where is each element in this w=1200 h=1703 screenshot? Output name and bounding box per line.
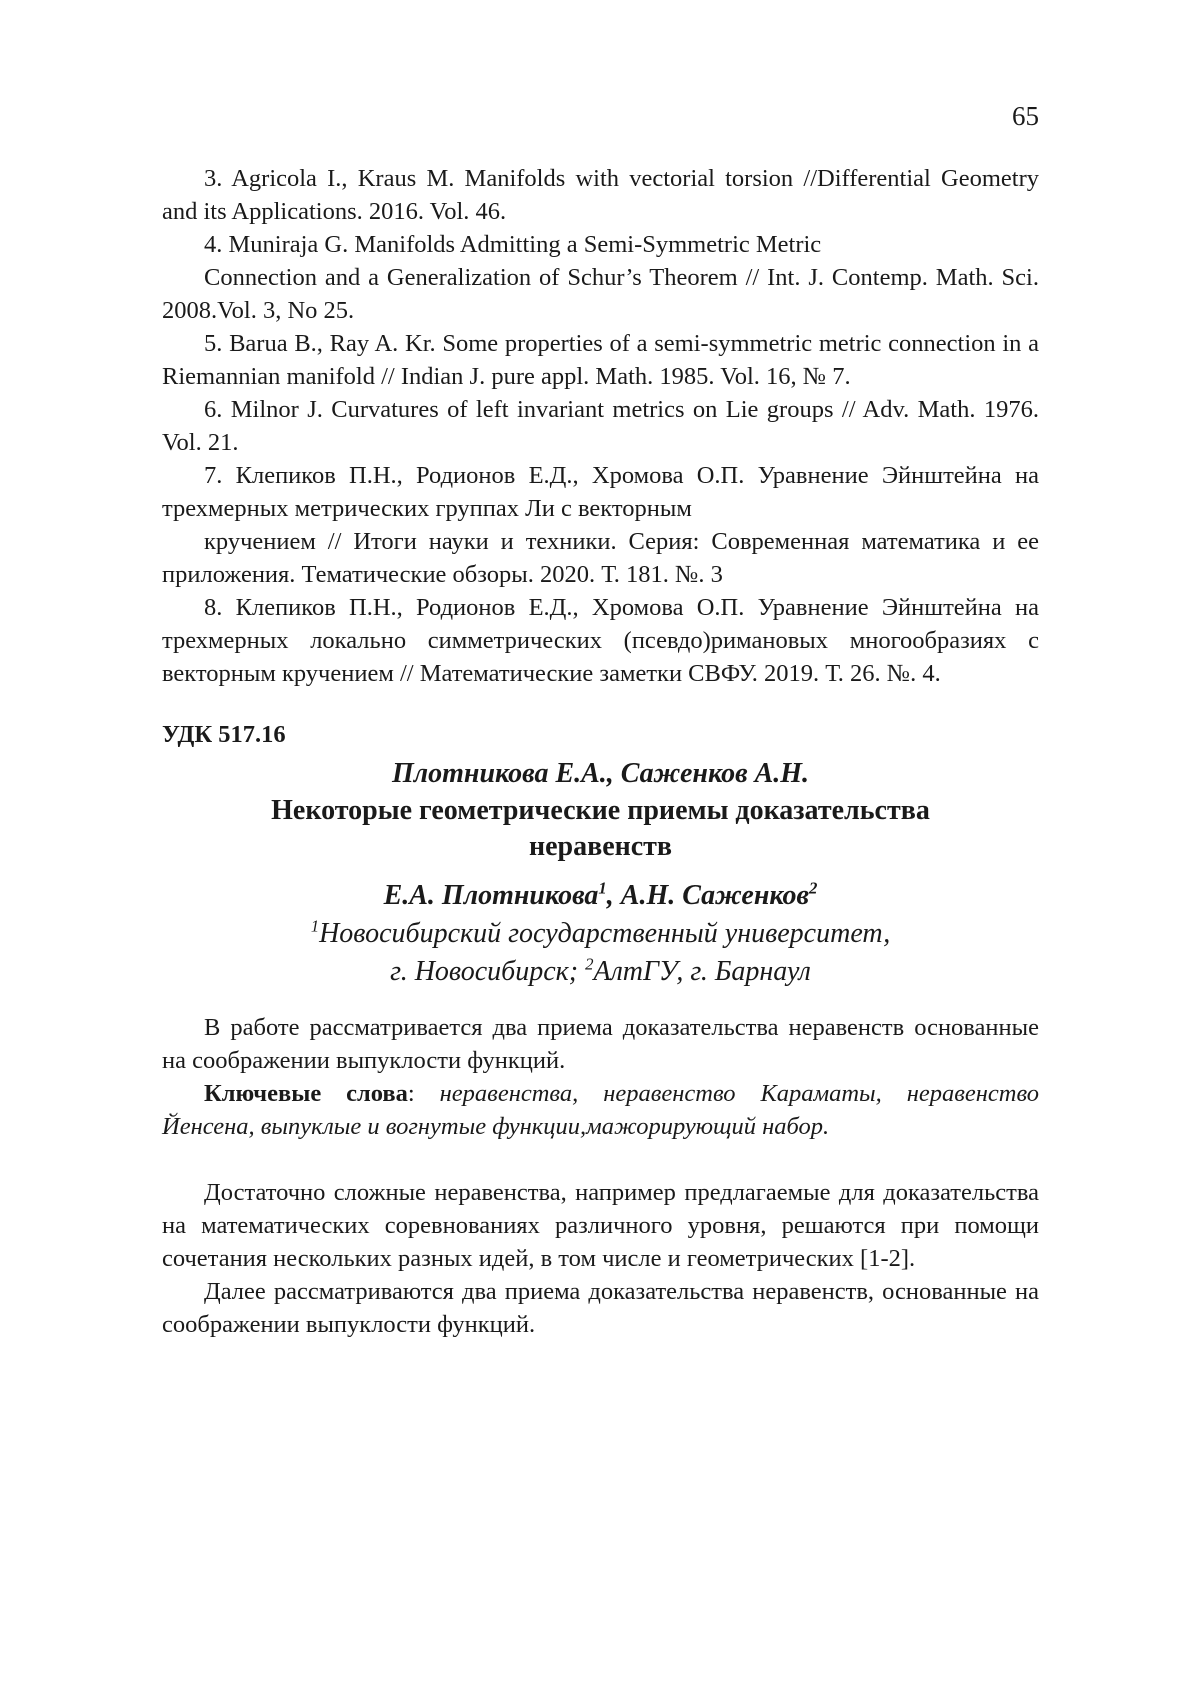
affiliation-line: [162, 953, 1039, 991]
page-content: [162, 162, 1039, 1341]
reference-item: 8. Клепиков П.Н., Родионов Е.Д., Хромова О.П. Уравнение Эйнштейна на трехмерных локально симметрических (псевдо)римановых многообразиях с векторным кручением // Математические заметки СВФУ. 2019. Т. 26. №. 4.: [162, 591, 1039, 690]
page-number: 65: [1012, 100, 1039, 132]
reference-item-continuation: кручением // Итоги науки и техники. Серия: Современная математика и ее приложения. Тематические обзоры. 2020. Т. 181. №. 3: [162, 525, 1039, 591]
author-affiliation-mark: 2: [809, 879, 817, 898]
article-title-line: неравенств: [162, 829, 1039, 865]
affiliation-mark: 2: [585, 955, 593, 974]
document-page: [0, 0, 1200, 1703]
affiliation-line: [162, 915, 1039, 953]
keywords-label: Ключевые слова: [204, 1080, 408, 1107]
spacer: [162, 1143, 1039, 1176]
affiliation-text: АлтГУ, г. Барнаул: [593, 956, 810, 987]
author-name: Е.А. Плотникова: [384, 880, 599, 911]
authors-header: Плотникова Е.А., Саженков А.Н.: [162, 755, 1039, 793]
author-byline: [162, 877, 1039, 915]
reference-item: 6. Milnor J. Curvatures of left invariant metrics on Lie groups // Adv. Math. 1976. Vol. 21.: [162, 393, 1039, 459]
reference-item: 4. Muniraja G. Manifolds Admitting a Semi-Symmetric Metric: [162, 228, 1039, 261]
body-paragraph: Далее рассматриваются два приема доказательства неравенств, основанные на соображении выпуклости функций.: [162, 1275, 1039, 1341]
keywords-text: неравенства, неравенство Караматы, неравенство Йенсена, выпуклые и вогнутые функции,мажорирующий набор.: [162, 1080, 1039, 1140]
reference-item: 7. Клепиков П.Н., Родионов Е.Д., Хромова О.П. Уравнение Эйнштейна на трехмерных метрических группах Ли с векторным: [162, 459, 1039, 525]
affiliation-text: Новосибирский государственный университет,: [319, 918, 890, 949]
article-title-line: Некоторые геометрические приемы доказательства: [162, 793, 1039, 829]
author-affiliation-mark: 1: [598, 879, 606, 898]
abstract: В работе рассматривается два приема доказательства неравенств основанные на соображении выпуклости функций.: [162, 1011, 1039, 1077]
udk-code: УДК 517.16: [162, 718, 1039, 751]
reference-list: [162, 162, 1039, 690]
reference-item-continuation: Connection and a Generalization of Schur’s Theorem // Int. J. Contemp. Math. Sci. 2008.Vol. 3, No 25.: [162, 261, 1039, 327]
affiliation-block: [162, 915, 1039, 991]
body-paragraph: Достаточно сложные неравенства, например предлагаемые для доказательства на математических соревнованиях различного уровня, решаются при помощи сочетания нескольких разных идей, в том числе и геометрических [1-2].: [162, 1176, 1039, 1275]
affiliation-text: г. Новосибирск;: [390, 956, 585, 987]
reference-item: 3. Agricola I., Kraus M. Manifolds with vectorial torsion //Differential Geometry and its Applications. 2016. Vol. 46.: [162, 162, 1039, 228]
affiliation-mark: 1: [311, 917, 319, 936]
article-title: [162, 793, 1039, 865]
author-name: А.Н. Саженков: [621, 880, 809, 911]
keywords-colon: :: [408, 1080, 440, 1107]
author-separator: ,: [607, 880, 621, 911]
reference-item: 5. Barua B., Ray A. Kr. Some properties of a semi-symmetric metric connection in a Riemannian manifold // Indian J. pure appl. Math. 1985. Vol. 16, № 7.: [162, 327, 1039, 393]
keywords: [162, 1077, 1039, 1143]
